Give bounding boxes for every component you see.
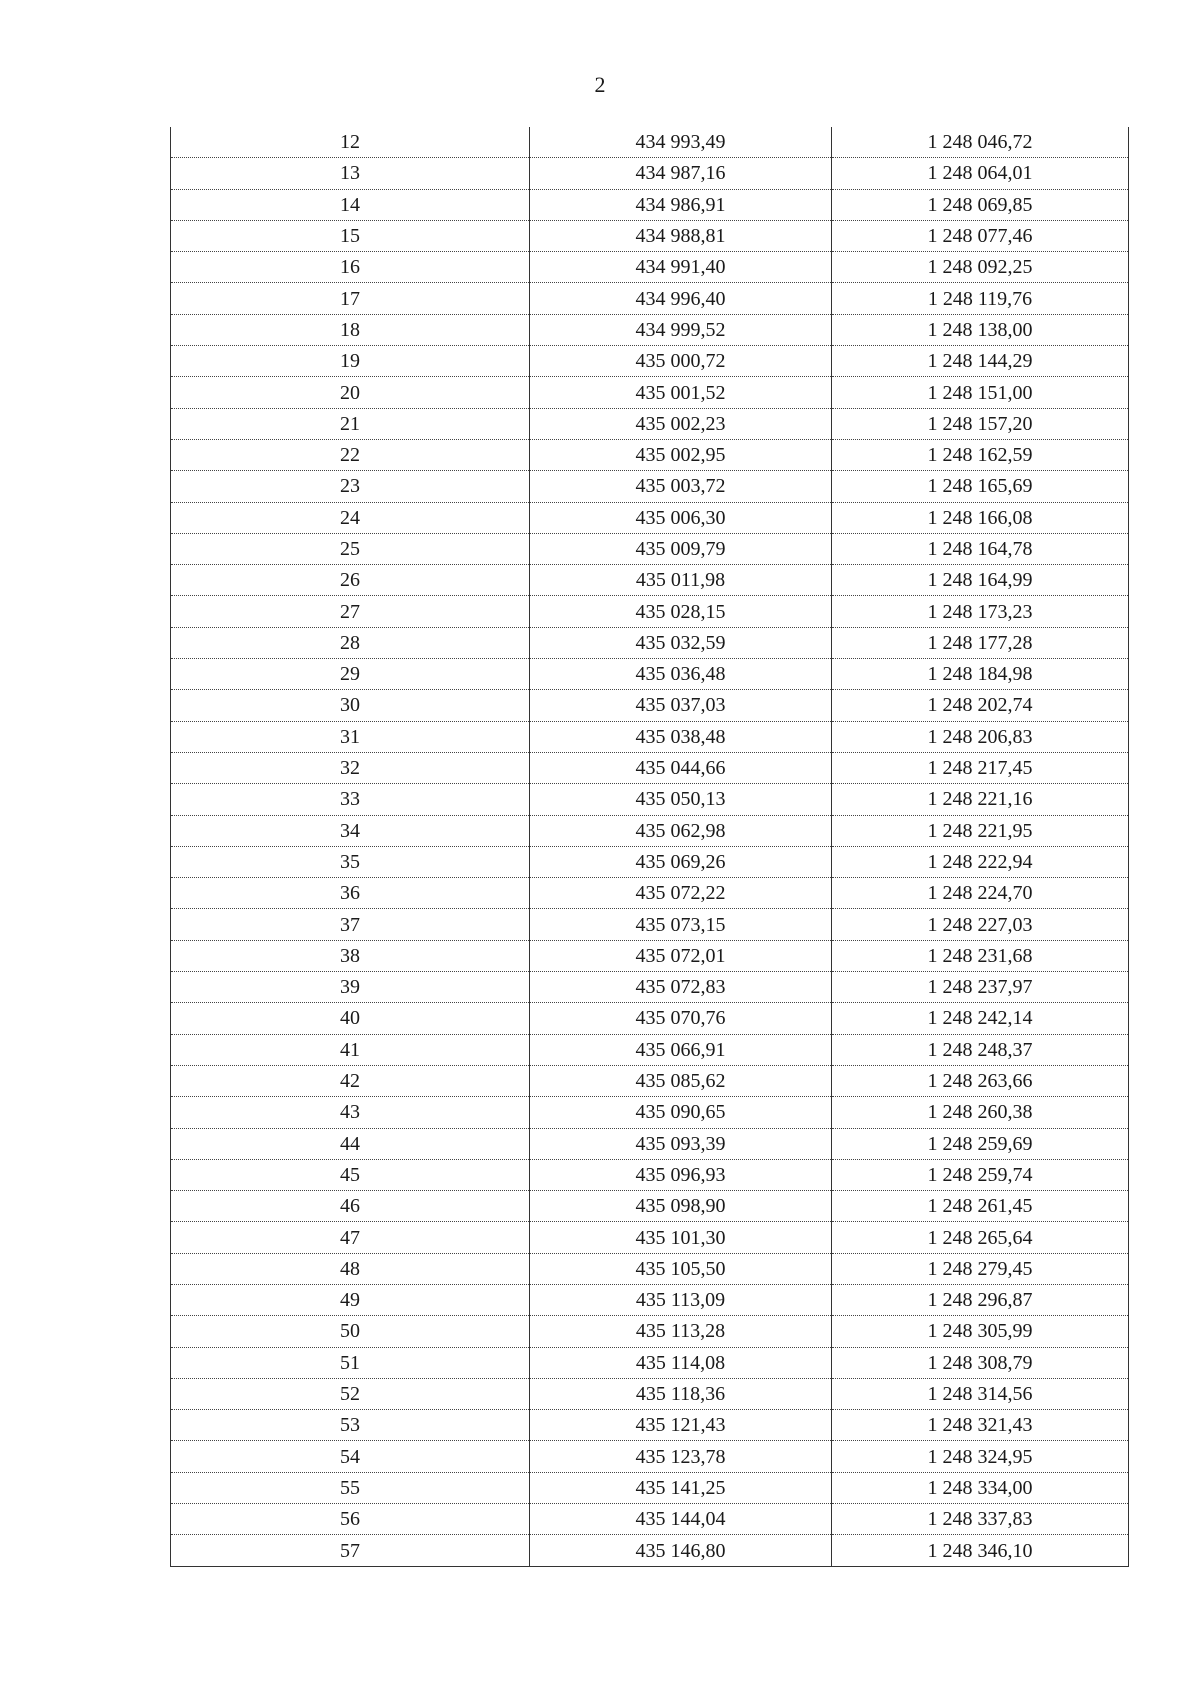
table-row	[171, 220, 1129, 251]
y-coordinate-cell: 1 248 324,95	[832, 1441, 1129, 1472]
table-row	[171, 1159, 1129, 1190]
point-number-cell: 48	[171, 1253, 530, 1284]
point-number-cell: 19	[171, 346, 530, 377]
x-coordinate-cell: 435 044,66	[530, 752, 832, 783]
point-number-cell: 32	[171, 752, 530, 783]
y-coordinate-cell: 1 248 069,85	[832, 189, 1129, 220]
x-coordinate-cell: 435 146,80	[530, 1535, 832, 1566]
x-coordinate-cell: 435 038,48	[530, 721, 832, 752]
y-coordinate-cell: 1 248 177,28	[832, 627, 1129, 658]
table-row	[171, 1003, 1129, 1034]
x-coordinate-cell: 435 006,30	[530, 502, 832, 533]
table-row	[171, 158, 1129, 189]
x-coordinate-cell: 435 072,22	[530, 878, 832, 909]
point-number-cell: 43	[171, 1097, 530, 1128]
page-number: 2	[594, 72, 606, 97]
y-coordinate-cell: 1 248 206,83	[832, 721, 1129, 752]
x-coordinate-cell: 435 113,09	[530, 1284, 832, 1315]
x-coordinate-cell: 435 072,83	[530, 972, 832, 1003]
y-coordinate-cell: 1 248 308,79	[832, 1347, 1129, 1378]
table-row	[171, 533, 1129, 564]
point-number-cell: 35	[171, 846, 530, 877]
y-coordinate-cell: 1 248 077,46	[832, 220, 1129, 251]
y-coordinate-cell: 1 248 265,64	[832, 1222, 1129, 1253]
y-coordinate-cell: 1 248 165,69	[832, 471, 1129, 502]
point-number-cell: 54	[171, 1441, 530, 1472]
x-coordinate-cell: 435 036,48	[530, 659, 832, 690]
table-row	[171, 1535, 1129, 1566]
point-number-cell: 26	[171, 565, 530, 596]
point-number-cell: 39	[171, 972, 530, 1003]
point-number-cell: 44	[171, 1128, 530, 1159]
table-row	[171, 1128, 1129, 1159]
table-row	[171, 596, 1129, 627]
y-coordinate-cell: 1 248 224,70	[832, 878, 1129, 909]
point-number-cell: 47	[171, 1222, 530, 1253]
point-number-cell: 24	[171, 502, 530, 533]
y-coordinate-cell: 1 248 164,99	[832, 565, 1129, 596]
table-row	[171, 1253, 1129, 1284]
table-row	[171, 1472, 1129, 1503]
point-number-cell: 42	[171, 1065, 530, 1096]
x-coordinate-cell: 435 090,65	[530, 1097, 832, 1128]
x-coordinate-cell: 435 096,93	[530, 1159, 832, 1190]
point-number-cell: 29	[171, 659, 530, 690]
y-coordinate-cell: 1 248 119,76	[832, 283, 1129, 314]
point-number-cell: 51	[171, 1347, 530, 1378]
x-coordinate-cell: 435 118,36	[530, 1378, 832, 1409]
point-number-cell: 56	[171, 1504, 530, 1535]
x-coordinate-cell: 435 011,98	[530, 565, 832, 596]
x-coordinate-cell: 435 144,04	[530, 1504, 832, 1535]
y-coordinate-cell: 1 248 221,16	[832, 784, 1129, 815]
x-coordinate-cell: 435 123,78	[530, 1441, 832, 1472]
coordinates-table-body	[171, 127, 1129, 1566]
x-coordinate-cell: 435 113,28	[530, 1316, 832, 1347]
table-row	[171, 565, 1129, 596]
table-row	[171, 1410, 1129, 1441]
x-coordinate-cell: 435 101,30	[530, 1222, 832, 1253]
table-row	[171, 439, 1129, 470]
x-coordinate-cell: 434 987,16	[530, 158, 832, 189]
y-coordinate-cell: 1 248 337,83	[832, 1504, 1129, 1535]
x-coordinate-cell: 434 986,91	[530, 189, 832, 220]
y-coordinate-cell: 1 248 279,45	[832, 1253, 1129, 1284]
x-coordinate-cell: 435 085,62	[530, 1065, 832, 1096]
point-number-cell: 45	[171, 1159, 530, 1190]
table-row	[171, 502, 1129, 533]
table-row	[171, 972, 1129, 1003]
table-row	[171, 127, 1129, 158]
x-coordinate-cell: 435 098,90	[530, 1191, 832, 1222]
x-coordinate-cell: 435 105,50	[530, 1253, 832, 1284]
point-number-cell: 14	[171, 189, 530, 220]
point-number-cell: 38	[171, 940, 530, 971]
x-coordinate-cell: 435 003,72	[530, 471, 832, 502]
table-row	[171, 846, 1129, 877]
y-coordinate-cell: 1 248 314,56	[832, 1378, 1129, 1409]
point-number-cell: 33	[171, 784, 530, 815]
table-row	[171, 1097, 1129, 1128]
x-coordinate-cell: 435 070,76	[530, 1003, 832, 1034]
point-number-cell: 41	[171, 1034, 530, 1065]
x-coordinate-cell: 435 121,43	[530, 1410, 832, 1441]
point-number-cell: 40	[171, 1003, 530, 1034]
x-coordinate-cell: 435 114,08	[530, 1347, 832, 1378]
table-row	[171, 252, 1129, 283]
table-row	[171, 627, 1129, 658]
point-number-cell: 28	[171, 627, 530, 658]
y-coordinate-cell: 1 248 221,95	[832, 815, 1129, 846]
point-number-cell: 31	[171, 721, 530, 752]
x-coordinate-cell: 434 996,40	[530, 283, 832, 314]
y-coordinate-cell: 1 248 151,00	[832, 377, 1129, 408]
y-coordinate-cell: 1 248 092,25	[832, 252, 1129, 283]
table-row	[171, 346, 1129, 377]
y-coordinate-cell: 1 248 334,00	[832, 1472, 1129, 1503]
table-row	[171, 752, 1129, 783]
point-number-cell: 46	[171, 1191, 530, 1222]
y-coordinate-cell: 1 248 166,08	[832, 502, 1129, 533]
point-number-cell: 22	[171, 439, 530, 470]
y-coordinate-cell: 1 248 305,99	[832, 1316, 1129, 1347]
table-row	[171, 1222, 1129, 1253]
table-row	[171, 283, 1129, 314]
point-number-cell: 34	[171, 815, 530, 846]
x-coordinate-cell: 435 066,91	[530, 1034, 832, 1065]
table-row	[171, 314, 1129, 345]
y-coordinate-cell: 1 248 263,66	[832, 1065, 1129, 1096]
x-coordinate-cell: 435 009,79	[530, 533, 832, 564]
point-number-cell: 57	[171, 1535, 530, 1566]
y-coordinate-cell: 1 248 259,74	[832, 1159, 1129, 1190]
x-coordinate-cell: 435 002,23	[530, 408, 832, 439]
table-row	[171, 690, 1129, 721]
point-number-cell: 15	[171, 220, 530, 251]
table-row	[171, 1504, 1129, 1535]
point-number-cell: 23	[171, 471, 530, 502]
y-coordinate-cell: 1 248 259,69	[832, 1128, 1129, 1159]
table-row	[171, 1316, 1129, 1347]
table-row	[171, 659, 1129, 690]
y-coordinate-cell: 1 248 248,37	[832, 1034, 1129, 1065]
x-coordinate-cell: 435 073,15	[530, 909, 832, 940]
y-coordinate-cell: 1 248 231,68	[832, 940, 1129, 971]
x-coordinate-cell: 434 988,81	[530, 220, 832, 251]
x-coordinate-cell: 435 037,03	[530, 690, 832, 721]
y-coordinate-cell: 1 248 138,00	[832, 314, 1129, 345]
point-number-cell: 25	[171, 533, 530, 564]
table-row	[171, 1034, 1129, 1065]
table-row	[171, 189, 1129, 220]
y-coordinate-cell: 1 248 164,78	[832, 533, 1129, 564]
y-coordinate-cell: 1 248 227,03	[832, 909, 1129, 940]
table-row	[171, 940, 1129, 971]
point-number-cell: 36	[171, 878, 530, 909]
table-row	[171, 377, 1129, 408]
table-row	[171, 909, 1129, 940]
x-coordinate-cell: 434 999,52	[530, 314, 832, 345]
point-number-cell: 18	[171, 314, 530, 345]
point-number-cell: 55	[171, 1472, 530, 1503]
point-number-cell: 49	[171, 1284, 530, 1315]
table-row	[171, 878, 1129, 909]
point-number-cell: 50	[171, 1316, 530, 1347]
y-coordinate-cell: 1 248 173,23	[832, 596, 1129, 627]
point-number-cell: 12	[171, 127, 530, 158]
x-coordinate-cell: 434 993,49	[530, 127, 832, 158]
x-coordinate-cell: 435 072,01	[530, 940, 832, 971]
table-row	[171, 1065, 1129, 1096]
y-coordinate-cell: 1 248 046,72	[832, 127, 1129, 158]
point-number-cell: 20	[171, 377, 530, 408]
table-row	[171, 1284, 1129, 1315]
y-coordinate-cell: 1 248 157,20	[832, 408, 1129, 439]
table-row	[171, 408, 1129, 439]
x-coordinate-cell: 435 062,98	[530, 815, 832, 846]
point-number-cell: 21	[171, 408, 530, 439]
y-coordinate-cell: 1 248 222,94	[832, 846, 1129, 877]
x-coordinate-cell: 435 000,72	[530, 346, 832, 377]
point-number-cell: 52	[171, 1378, 530, 1409]
point-number-cell: 27	[171, 596, 530, 627]
y-coordinate-cell: 1 248 237,97	[832, 972, 1129, 1003]
y-coordinate-cell: 1 248 261,45	[832, 1191, 1129, 1222]
point-number-cell: 30	[171, 690, 530, 721]
x-coordinate-cell: 435 069,26	[530, 846, 832, 877]
y-coordinate-cell: 1 248 321,43	[832, 1410, 1129, 1441]
table-row	[171, 1347, 1129, 1378]
x-coordinate-cell: 434 991,40	[530, 252, 832, 283]
point-number-cell: 37	[171, 909, 530, 940]
y-coordinate-cell: 1 248 242,14	[832, 1003, 1129, 1034]
table-row	[171, 784, 1129, 815]
point-number-cell: 16	[171, 252, 530, 283]
y-coordinate-cell: 1 248 260,38	[832, 1097, 1129, 1128]
x-coordinate-cell: 435 001,52	[530, 377, 832, 408]
y-coordinate-cell: 1 248 217,45	[832, 752, 1129, 783]
x-coordinate-cell: 435 141,25	[530, 1472, 832, 1503]
table-row	[171, 1191, 1129, 1222]
table-row	[171, 815, 1129, 846]
x-coordinate-cell: 435 002,95	[530, 439, 832, 470]
y-coordinate-cell: 1 248 184,98	[832, 659, 1129, 690]
point-number-cell: 17	[171, 283, 530, 314]
x-coordinate-cell: 435 050,13	[530, 784, 832, 815]
y-coordinate-cell: 1 248 064,01	[832, 158, 1129, 189]
table-row	[171, 721, 1129, 752]
y-coordinate-cell: 1 248 144,29	[832, 346, 1129, 377]
x-coordinate-cell: 435 032,59	[530, 627, 832, 658]
coordinates-table	[170, 127, 1129, 1567]
point-number-cell: 53	[171, 1410, 530, 1441]
table-row	[171, 1378, 1129, 1409]
table-row	[171, 1441, 1129, 1472]
y-coordinate-cell: 1 248 162,59	[832, 439, 1129, 470]
point-number-cell: 13	[171, 158, 530, 189]
x-coordinate-cell: 435 028,15	[530, 596, 832, 627]
x-coordinate-cell: 435 093,39	[530, 1128, 832, 1159]
y-coordinate-cell: 1 248 296,87	[832, 1284, 1129, 1315]
table-row	[171, 471, 1129, 502]
y-coordinate-cell: 1 248 346,10	[832, 1535, 1129, 1566]
y-coordinate-cell: 1 248 202,74	[832, 690, 1129, 721]
